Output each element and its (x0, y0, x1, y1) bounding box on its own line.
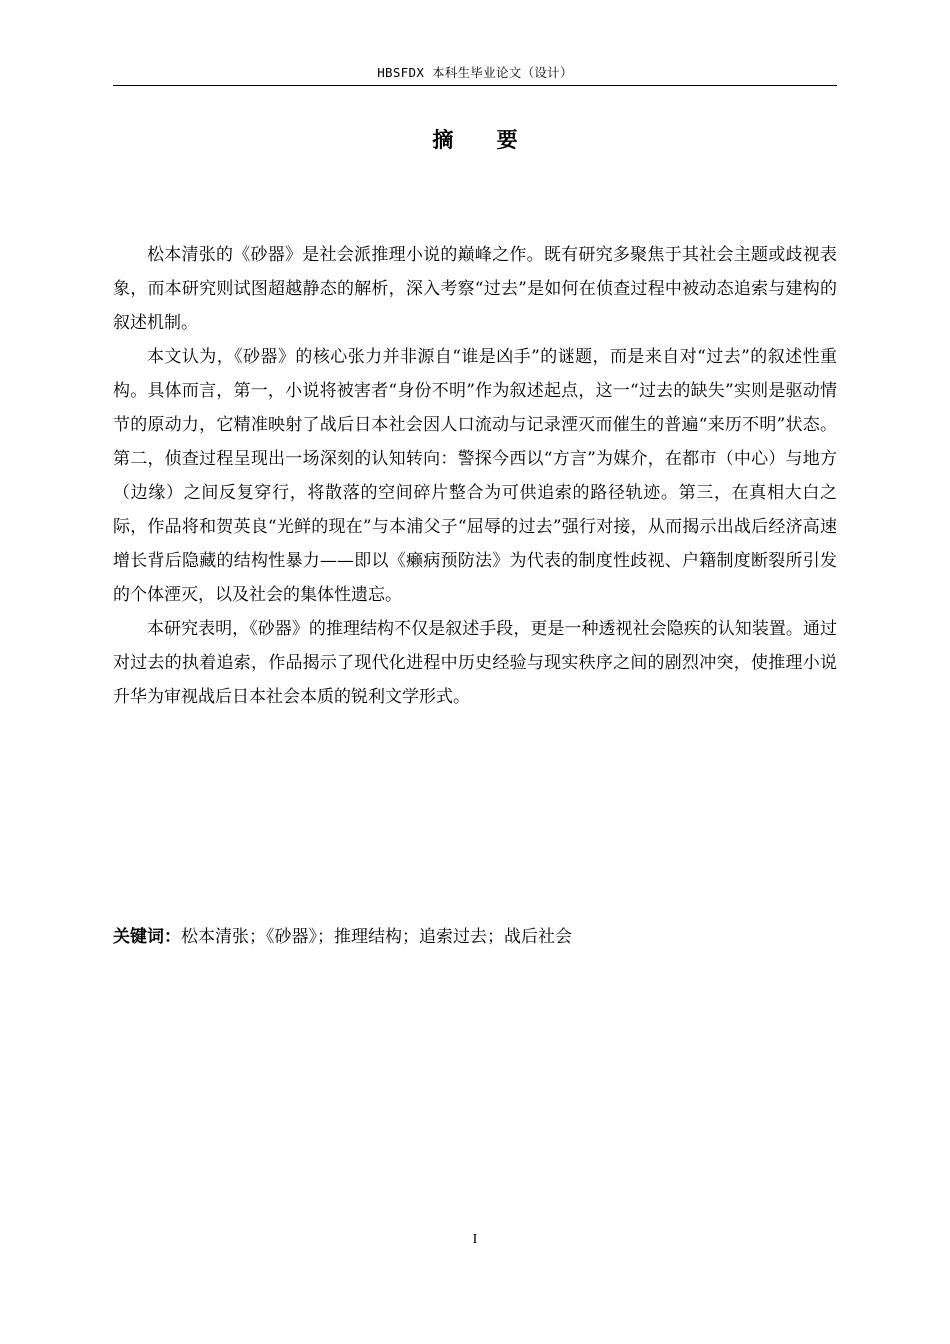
keywords-line (113, 920, 837, 954)
abstract-paragraph: 本文认为，《砂器》的核心张力并非源自“谁是凶手”的谜题，而是来自对“过去”的叙述性重构。具体而言，第一，小说将被害者“身份不明”作为叙述起点，这一“过去的缺失”实则是驱动情节的原动力，它精准映射了战后日本社会因人口流动与记录湮灭而催生的普遍“来历不明”状态。第二，侦查过程呈现出一场深刻的认知转向：警探今西以“方言”为媒介，在都市（中心）与地方（边缘）之间反复穿行，将散落的空间碎片整合为可供追索的路径轨迹。第三，在真相大白之际，作品将和贺英良“光鲜的现在”与本浦父子“屈辱的过去”强行对接，从而揭示出战后经济高速增长背后隐藏的结构性暴力——即以《癞病预防法》为代表的制度性歧视、户籍制度断裂所引发的个体湮灭，以及社会的集体性遗忘。 (113, 347, 837, 605)
keywords-value: 松本清张；《砂器》；推理结构；追索过去；战后社会 (181, 927, 572, 947)
abstract-paragraph: 松本清张的《砂器》是社会派推理小说的巅峰之作。既有研究多聚焦于其社会主题或歧视表象，而本研究则试图超越静态的解析，深入考察“过去”是如何在侦查过程中被动态追索与建构的叙述机制。 (113, 245, 837, 333)
page-number: I (472, 1232, 478, 1247)
abstract-paragraph: 本研究表明，《砂器》的推理结构不仅是叙述手段，更是一种透视社会隐疾的认知装置。通过对过去的执着追索，作品揭示了现代化进程中历史经验与现实秩序之间的剧烈冲突，使推理小说升华为审视战后日本社会本质的锐利文学形式。 (113, 619, 837, 707)
abstract-body (113, 238, 837, 714)
running-header: HBSFDX 本科生毕业论文（设计） (377, 65, 573, 80)
header-rule (113, 85, 837, 86)
keywords-label: 关键词： (113, 927, 181, 947)
page-title: 摘 要 (432, 128, 536, 152)
